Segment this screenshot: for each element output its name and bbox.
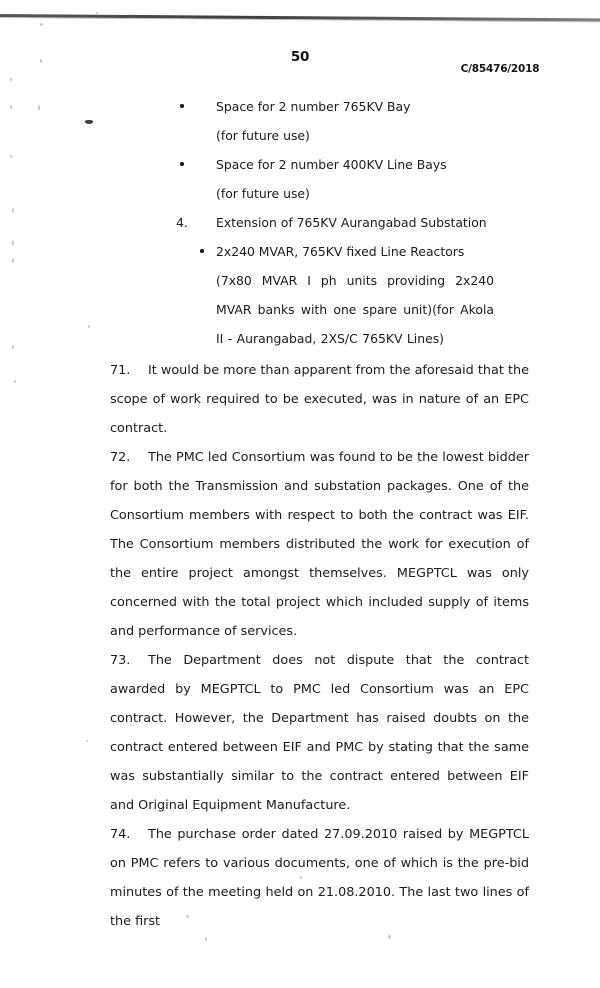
scope-list <box>110 92 529 353</box>
scan-speck <box>14 380 16 383</box>
scan-speck <box>40 23 43 26</box>
list-item-continuation: (for future use) <box>216 128 310 143</box>
paragraph-number: 74. <box>110 827 131 842</box>
scan-speck <box>12 258 14 263</box>
paragraph-text: The PMC led Consortium was found to be the lowest bidder for both the Transmission and substation packages. One of the Consortium members with respect to both the contract was EIF. The Consortium members distributed the work for execution of the entire project amongst themselves. MEGPTCL was only concerned with the total project which included supply of items and performance of services. <box>110 450 529 639</box>
scan-speck <box>10 105 12 109</box>
page-number: 50 <box>290 49 310 65</box>
bullet-icon <box>200 249 204 253</box>
list-item-label: Extension of 765KV Aurangabad Substation <box>216 215 487 230</box>
scan-speck <box>10 155 12 158</box>
scan-speck <box>10 78 12 81</box>
list-item-number: 4. <box>176 215 188 230</box>
list-item-continuation: (for future use) <box>216 186 310 201</box>
bullet-icon <box>180 162 184 166</box>
sub-list-item-detail: (7x80 MVAR I ph units providing 2x240 MVAR banks with one spare unit)(for Akola II - Aurangabad, 2XS/C 765KV Lines) <box>216 273 494 346</box>
sub-list-item-label: 2x240 MVAR, 765KV fixed Line Reactors <box>216 244 465 259</box>
scan-speck <box>38 105 40 110</box>
list-item <box>110 150 529 179</box>
paragraph-number: 71. <box>110 363 131 378</box>
case-number: C/85476/2018 <box>460 63 540 75</box>
scan-speck <box>12 208 14 213</box>
paragraph-74 <box>110 820 529 936</box>
scan-speck <box>12 240 14 246</box>
scan-speck-mark <box>85 120 93 124</box>
scan-speck <box>86 740 88 742</box>
paragraph-72 <box>110 443 529 646</box>
list-item <box>110 92 529 121</box>
list-item-label: Space for 2 number 765KV Bay <box>216 99 411 114</box>
bullet-icon <box>180 104 184 108</box>
scan-speck <box>12 345 14 349</box>
list-item-label: Space for 2 number 400KV Line Bays <box>216 157 447 172</box>
scan-speck <box>96 12 98 14</box>
paragraph-number: 73. <box>110 653 131 668</box>
scan-speck <box>205 937 207 941</box>
paragraph-number: 72. <box>110 450 131 465</box>
sub-list-item <box>110 237 529 266</box>
document-body <box>110 92 529 936</box>
scan-speck <box>88 325 90 328</box>
paragraph-text: The purchase order dated 27.09.2010 raised by MEGPTCL on PMC refers to various documents, one of which is the pre-bid minutes of the meeting held on 21.08.2010. The last two lines of the first <box>110 827 529 929</box>
numbered-list-item <box>110 208 529 237</box>
paragraph-73 <box>110 646 529 820</box>
paragraph-71 <box>110 356 529 443</box>
paragraph-text: It would be more than apparent from the aforesaid that the scope of work required to be executed, was in nature of an EPC contract. <box>110 363 529 436</box>
paragraph-text: The Department does not dispute that the contract awarded by MEGPTCL to PMC led Consortium was an EPC contract. However, the Department has raised doubts on the contract entered between EIF and PMC by stating that the same was substantially similar to the contract entered between EIF and Original Equipment Manufacture. <box>110 653 529 813</box>
